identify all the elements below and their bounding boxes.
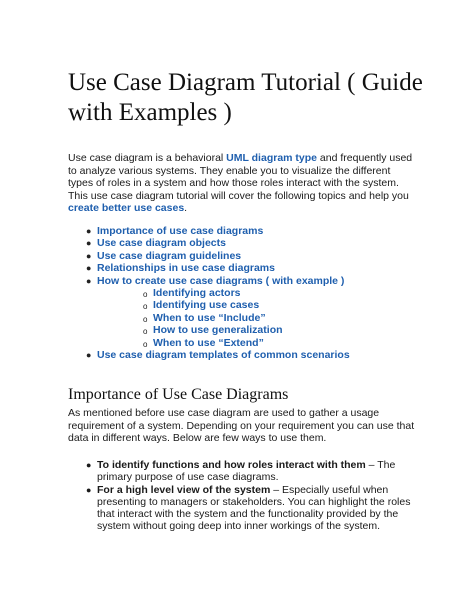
toc-link-generalization[interactable]: How to use generalization — [153, 324, 283, 337]
intro-paragraph — [68, 152, 416, 215]
toc-item — [68, 349, 416, 361]
circle-bullet-icon: o — [143, 339, 148, 349]
section-paragraph: As mentioned before use case diagram are used to gather a usage requirement of a system. Depending on your requirement you can use that data in different ways. Below are few ways to use them. — [68, 407, 415, 444]
toc-link-relationships[interactable]: Relationships in use case diagrams — [97, 262, 275, 275]
uses-item-text: – The primary purpose of use case diagrams. — [97, 459, 396, 484]
uses-item-text: – Especially useful when presenting to managers or stakeholders. You can highlight the roles that interact with the system and the functionality provided by the system without going deep into inner workings of the system. — [97, 483, 411, 533]
toc-subitem — [97, 312, 416, 324]
circle-bullet-icon: o — [143, 314, 148, 324]
toc-link-identifying-actors[interactable]: Identifying actors — [153, 287, 241, 300]
intro-text-3: . — [184, 202, 188, 214]
toc-sublist — [97, 287, 416, 349]
intro-text-1: Use case diagram is a behavioral — [68, 152, 227, 164]
circle-bullet-icon: o — [143, 302, 148, 312]
uses-list — [68, 459, 420, 533]
toc-subitem — [97, 287, 416, 299]
toc-link-extend[interactable]: When to use “Extend” — [153, 336, 264, 349]
uml-diagram-type-link[interactable]: UML diagram type — [226, 152, 317, 164]
uses-item — [68, 484, 420, 533]
toc-item — [68, 237, 416, 249]
toc-link-identifying-use-cases[interactable]: Identifying use cases — [153, 299, 260, 312]
toc-link-include[interactable]: When to use “Include” — [153, 311, 266, 324]
uses-item-bold: To identify functions and how roles interact with them — [97, 459, 366, 471]
toc-item — [68, 225, 416, 237]
toc-link-importance[interactable]: Importance of use case diagrams — [97, 225, 264, 237]
intro-text-2: and frequently used to analyze various systems. They enable you to visualize the different types of roles in a system and how those roles interact with the system. This use case diagram tutorial will cover the following topics and help you — [68, 152, 413, 202]
bullet-icon: ● — [86, 275, 92, 286]
circle-bullet-icon: o — [143, 327, 148, 337]
toc-item — [68, 275, 416, 349]
toc-subitem — [97, 337, 416, 349]
toc-link-how-to-create[interactable]: How to create use case diagrams ( with example ) — [97, 274, 345, 287]
bullet-icon: ● — [86, 460, 92, 470]
toc-link-guidelines[interactable]: Use case diagram guidelines — [97, 249, 242, 262]
toc-item — [68, 250, 416, 262]
bullet-icon: ● — [86, 484, 92, 495]
create-better-use-cases-link[interactable]: create better use cases — [68, 202, 185, 214]
bullet-icon: ● — [86, 226, 92, 236]
bullet-icon: ● — [86, 263, 92, 274]
bullet-icon: ● — [86, 250, 92, 261]
bullet-icon: ● — [86, 350, 92, 361]
bullet-icon: ● — [86, 238, 92, 249]
toc-item — [68, 262, 416, 274]
toc-subitem — [97, 299, 416, 311]
toc-subitem — [97, 324, 416, 336]
toc-link-objects[interactable]: Use case diagram objects — [97, 237, 226, 250]
uses-item-bold: For a high level view of the system — [97, 483, 271, 496]
uses-item — [68, 459, 420, 484]
toc-link-templates[interactable]: Use case diagram templates of common scenarios — [97, 349, 350, 362]
section-heading: Importance of Use Case Diagrams — [68, 386, 289, 403]
page-title: Use Case Diagram Tutorial ( Guide with Examples ) — [68, 69, 423, 126]
circle-bullet-icon: o — [143, 290, 148, 300]
table-of-contents — [68, 225, 416, 361]
